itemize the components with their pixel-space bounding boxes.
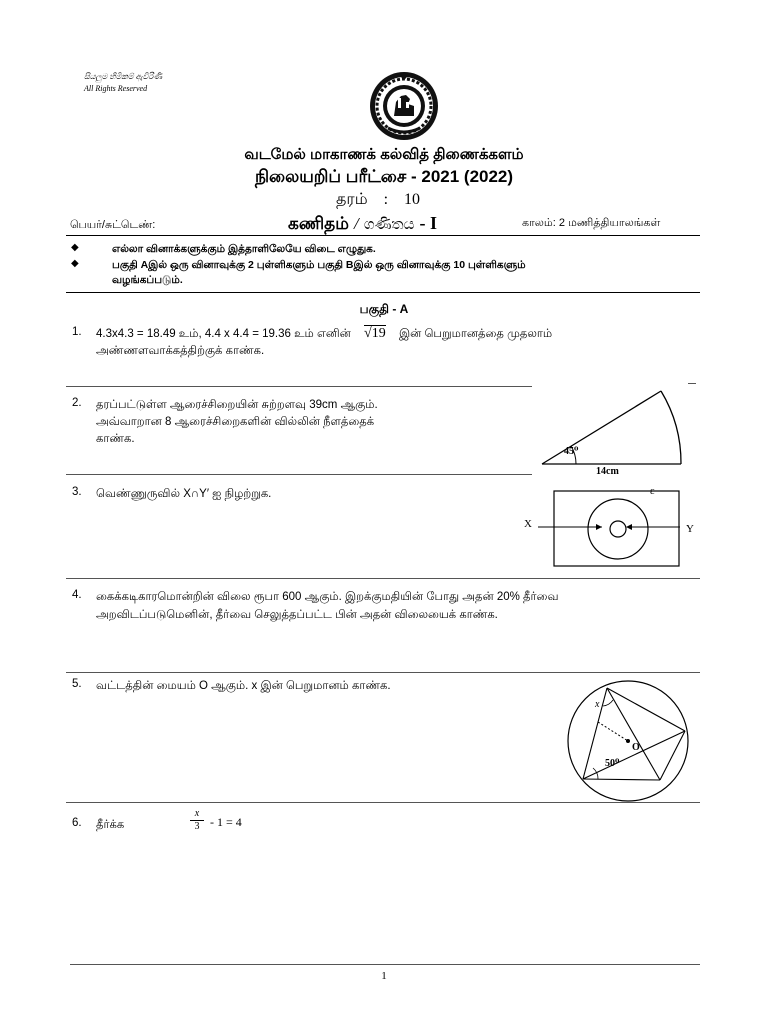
question-1-line2: அண்ணளவாக்கத்திற்குக் காண்க. xyxy=(96,345,265,357)
divider xyxy=(66,235,700,236)
department-title: வடமேல் மாகாணக் கல்வித் திணைக்களம் xyxy=(244,146,524,163)
subject-slash: / xyxy=(354,214,359,233)
question-2-line3: காண்க. xyxy=(96,433,135,445)
x-angle-label: x xyxy=(595,699,600,710)
divider xyxy=(66,292,700,293)
bullet-icon: ◆ xyxy=(71,242,79,253)
circle-diagram xyxy=(560,678,700,806)
subject-part: - I xyxy=(419,213,437,233)
divider xyxy=(66,578,700,579)
venn-diagram xyxy=(518,486,698,572)
question-2-line2: அவ்வாறான 8 ஆரைச்சிறைகளின் வில்லின் நீளத்தைக் xyxy=(96,416,375,428)
question-number: 5. xyxy=(72,678,82,690)
center-o-label: O xyxy=(632,742,640,753)
question-1-text xyxy=(96,326,552,342)
question-number: 2. xyxy=(72,397,82,409)
fraction-numerator: x xyxy=(190,808,204,821)
subject-sinhala: ගණිතය xyxy=(363,216,415,233)
instruction-2b: வழங்கப்படும். xyxy=(112,274,183,286)
footer-divider xyxy=(70,964,700,965)
subject-title xyxy=(288,213,437,236)
question-number: 4. xyxy=(72,589,82,601)
instruction-1: எல்லா வினாக்களுக்கும் இத்தாளிலேயே விடை எழுதுக. xyxy=(112,243,376,255)
question-5-text: வட்டத்தின் மையம் O ஆகும். x இன் பெறுமானம் காண்க. xyxy=(96,680,391,692)
divider xyxy=(66,672,700,673)
question-6-text: தீர்க்க xyxy=(96,819,125,831)
fraction-x-over-3 xyxy=(190,808,204,833)
angle-label: 45⁰ xyxy=(564,446,579,457)
question-number: 1. xyxy=(72,326,82,338)
page-number: 1 xyxy=(381,970,387,982)
divider xyxy=(66,802,700,803)
grade-label: தரம் xyxy=(336,191,368,208)
universal-set-label: ε xyxy=(650,485,655,497)
divider xyxy=(66,474,532,475)
grade-value: 10 xyxy=(404,191,421,208)
name-field-label: பெயர்/சுட்டெண்: xyxy=(70,219,156,231)
radical-expression: √19 xyxy=(364,326,386,341)
angle-50-label: 50⁰ xyxy=(605,758,620,769)
question-1-text-b: இன் பெறுமானத்தை முதலாம் xyxy=(398,328,553,340)
set-x-label: X xyxy=(524,518,532,530)
fraction-denominator: 3 xyxy=(194,821,200,832)
sector-diagram xyxy=(530,386,700,486)
question-4-line1: கைக்கடிகாரமொன்றின் விலை ரூபா 600 ஆகும். இறக்குமதியின் போது அதன் 20% தீர்வை xyxy=(96,591,559,603)
set-y-label: Y xyxy=(686,523,694,535)
question-3-text: வெண்ணுருவில் X∩Y′ ஐ நிழற்றுக. xyxy=(96,488,272,500)
grade-line xyxy=(336,190,420,210)
bullet-icon: ◆ xyxy=(71,258,79,269)
question-4-line2: அறவிடப்படுமெனின், தீர்வை செலுத்தப்பட்ட பின் அதன் விலையைக் காண்க. xyxy=(96,609,498,621)
exam-title: நிலையறிப் பரீட்சை - 2021 (2022) xyxy=(254,167,514,186)
copyright-sinhala: සියලුම හිමිකම් ඇවිරිණි xyxy=(84,72,163,81)
divider-tick xyxy=(688,383,696,384)
time-label: காலம்: 2 மணித்தியாலங்கள் xyxy=(522,217,661,229)
divider xyxy=(66,386,532,387)
question-2-line1: தரப்பட்டுள்ள ஆரைச்சிறையின் சுற்றளவு 39cm ஆகும். xyxy=(96,399,378,411)
instruction-2a: பகுதி Aஇல் ஒரு வினாவுக்கு 2 புள்ளிகளும் பகுதி Bஇல் ஒரு வினாவுக்கு 10 புள்ளிகளும் xyxy=(112,259,526,271)
question-number: 3. xyxy=(72,486,82,498)
grade-colon: : xyxy=(383,191,389,208)
section-title: பகுதி - A xyxy=(359,302,409,316)
sri-lanka-emblem-logo xyxy=(368,68,440,144)
copyright-english: All Rights Reserved xyxy=(84,84,148,93)
question-1-text-a: 4.3x4.3 = 18.49 உம், 4.4 x 4.4 = 19.36 உம் எனின் xyxy=(96,328,351,340)
length-label: 14cm xyxy=(596,466,619,477)
question-number: 6. xyxy=(72,817,82,829)
subject-tamil: கணிதம் xyxy=(288,214,349,233)
equation-rest: - 1 = 4 xyxy=(210,815,242,829)
